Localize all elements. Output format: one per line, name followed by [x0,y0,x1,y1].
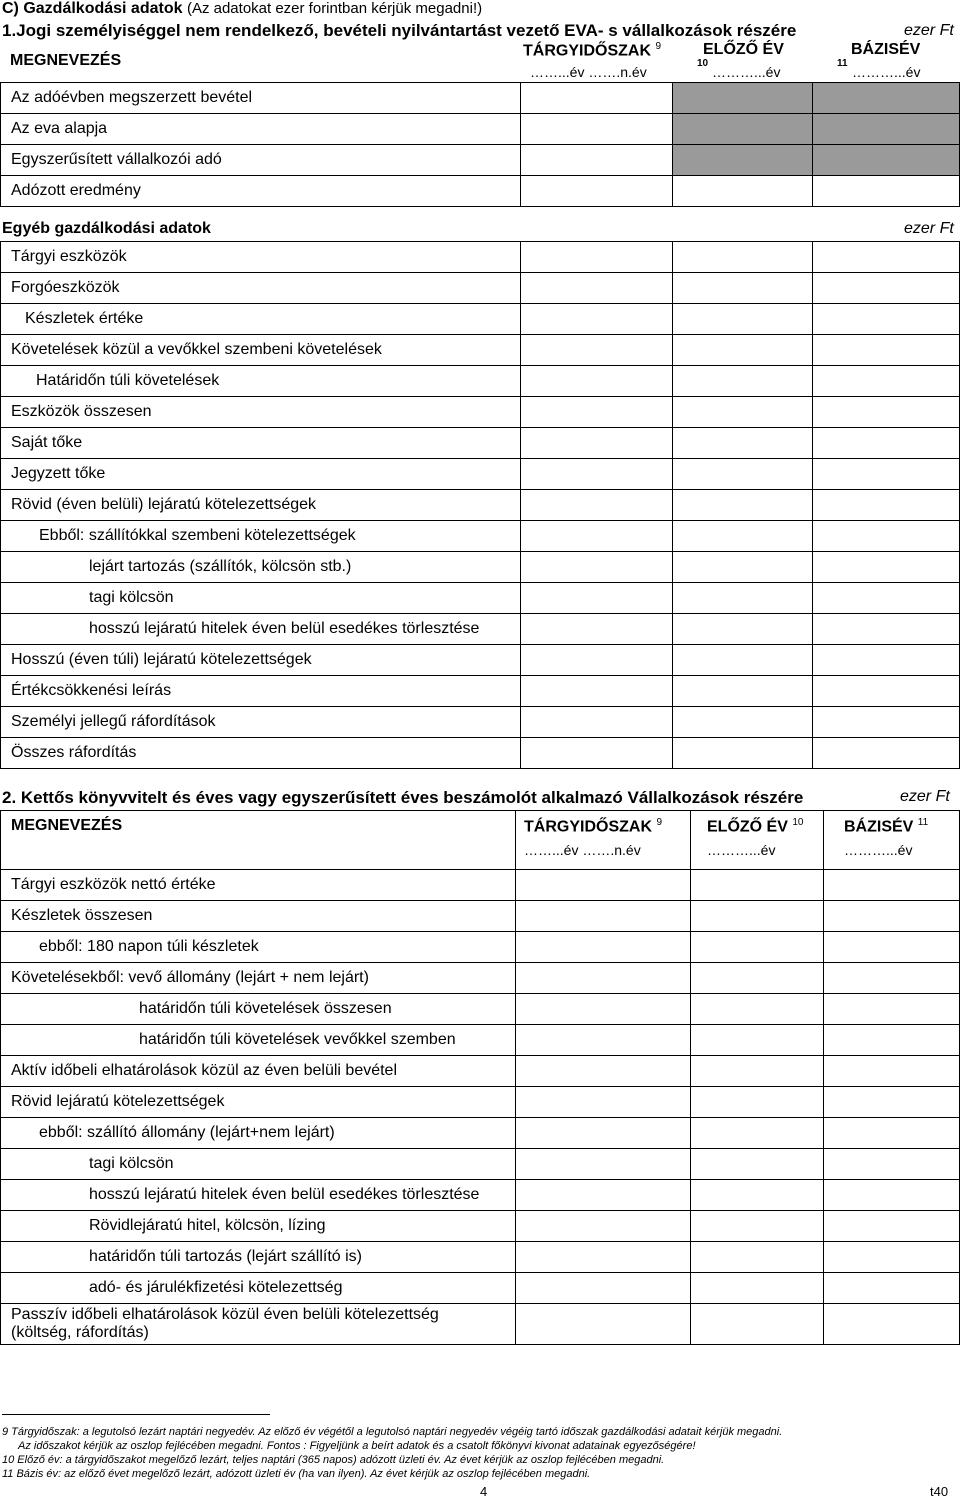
value-cell[interactable] [521,273,673,304]
row-label: Rövidlejáratú hitel, kölcsön, lízing [1,1211,516,1242]
value-cell[interactable] [813,242,960,273]
value-cell[interactable] [516,994,691,1025]
value-cell[interactable] [813,428,960,459]
value-cell[interactable] [521,552,673,583]
col-elozo-sub: ………...év [707,842,776,859]
value-cell[interactable] [516,1211,691,1242]
value-cell[interactable] [673,645,813,676]
col-elozo-title [707,817,823,836]
row-label: határidőn túli követelések összesen [1,994,516,1025]
section-title [2,0,482,18]
value-cell[interactable] [824,1304,960,1345]
value-cell[interactable] [824,1118,960,1149]
table-row [1,428,960,459]
value-cell[interactable] [516,1149,691,1180]
value-cell-targy[interactable] [521,145,673,176]
table-row [1,83,960,114]
value-cell[interactable] [673,242,813,273]
value-cell[interactable] [673,366,813,397]
value-cell-elozo [673,114,813,145]
value-cell[interactable] [516,1025,691,1056]
value-cell[interactable] [824,1025,960,1056]
table-row [1,242,960,273]
value-cell[interactable] [691,932,824,963]
row-label-line2: (költség, ráfordítás) [11,1324,149,1341]
value-cell[interactable] [824,1180,960,1211]
value-cell[interactable] [691,1211,824,1242]
table-row [1,1087,960,1118]
row-label: Ebből: szállítókkal szembeni kötelezettségek [1,521,521,552]
value-cell[interactable] [824,1087,960,1118]
value-cell[interactable] [521,614,673,645]
other-unit: ezer Ft [904,220,954,237]
table-row [1,273,960,304]
col-bazis-sub: ………...év [844,842,913,859]
section1-col-bazis: BÁZISÉV [851,41,921,58]
value-cell[interactable] [673,738,813,769]
value-cell[interactable] [673,707,813,738]
row-label: Egyszerűsített vállalkozói adó [1,145,521,176]
value-cell[interactable] [521,583,673,614]
value-cell[interactable] [691,1118,824,1149]
table-row [1,1149,960,1180]
value-cell-targy[interactable] [521,83,673,114]
col-elozo-text: ELŐZŐ ÉV [707,818,788,836]
value-cell[interactable] [673,490,813,521]
value-cell[interactable] [813,676,960,707]
section1-col-targy [523,41,661,60]
value-cell[interactable] [516,1242,691,1273]
section1-heading: 1.Jogi személyiséggel nem rendelkező, bevételi nyilvántartást vezető EVA- s vállalkozások részére [2,21,797,40]
value-cell-elozo[interactable] [673,176,813,207]
row-label: Saját tőke [1,428,521,459]
value-cell-targy[interactable] [521,176,673,207]
row-label: Adózott eredmény [1,176,521,207]
table-row [1,397,960,428]
table-row [1,114,960,145]
section2-unit: ezer Ft [900,788,950,805]
row-label: Követelések közül a vevőkkel szembeni követelések [1,335,521,366]
value-cell[interactable] [813,366,960,397]
value-cell[interactable] [824,1273,960,1304]
value-cell[interactable] [691,870,824,901]
col-targy-text: TÁRGYIDŐSZAK [524,818,652,836]
value-cell[interactable] [516,1180,691,1211]
value-cell[interactable] [813,521,960,552]
table-row [1,963,960,994]
row-label: Rövid (éven belüli) lejáratú kötelezettségek [1,490,521,521]
col-elozo-sup: 10 [792,817,804,828]
value-cell-bazis [813,114,960,145]
row-label: tagi kölcsön [1,1149,516,1180]
value-cell[interactable] [691,901,824,932]
value-cell[interactable] [673,428,813,459]
value-cell[interactable] [691,1056,824,1087]
table-row [1,932,960,963]
row-label: Követelésekből: vevő állomány (lejárt + nem lejárt) [1,963,516,994]
value-cell[interactable] [521,428,673,459]
section1-col-elozo-sup: 10 [697,58,709,69]
page-code: t40 [930,1484,949,1499]
row-label: hosszú lejáratú hitelek éven belül esedékes törlesztése [1,1180,516,1211]
col-label-header [1,811,516,870]
row-label: Aktív időbeli elhatárolások közül az éven belüli bevétel [1,1056,516,1087]
value-cell[interactable] [824,963,960,994]
section1-table [0,82,960,207]
value-cell[interactable] [813,335,960,366]
col-bazis-sup: 11 [917,817,929,828]
col-targy-text: TÁRGYIDŐSZAK [523,42,651,60]
value-cell[interactable] [516,1056,691,1087]
value-cell[interactable] [521,304,673,335]
value-cell[interactable] [813,273,960,304]
value-cell[interactable] [521,521,673,552]
value-cell[interactable] [691,1149,824,1180]
row-label-multiline [1,1304,516,1345]
value-cell[interactable] [813,490,960,521]
value-cell[interactable] [673,459,813,490]
value-cell[interactable] [521,707,673,738]
row-label: határidőn túli tartozás (lejárt szállító is) [1,1242,516,1273]
row-label: Értékcsökkenési leírás [1,676,521,707]
table-row [1,1273,960,1304]
value-cell[interactable] [521,397,673,428]
page-number: 4 [480,1484,488,1499]
title-note: (Az adatokat ezer forintban kérjük megadni!) [186,0,483,17]
table-row [1,459,960,490]
value-cell[interactable] [691,1180,824,1211]
footnote-11: 11 Bázis év: az előző évet megelőző lezárt, adózott üzleti év (ha van ilyen). Az évet kérjük az oszlop fejlécében megadni. [2,1468,591,1480]
table-row [1,676,960,707]
value-cell[interactable] [824,870,960,901]
value-cell-targy[interactable] [521,114,673,145]
value-cell[interactable] [521,335,673,366]
row-label: ebből: szállító állomány (lejárt+nem lejárt) [1,1118,516,1149]
table-row [1,1118,960,1149]
value-cell[interactable] [673,552,813,583]
row-label: Rövid lejáratú kötelezettségek [1,1087,516,1118]
value-cell-elozo [673,83,813,114]
footnote-9b: Az időszakot kérjük az oszlop fejlécében megadni. Fontos : Figyeljünk a beírt adatok és a csatolt főkönyvi kivonat adatainak egyezőségére! [18,1440,696,1452]
value-cell[interactable] [673,676,813,707]
table-row [1,176,960,207]
value-cell[interactable] [516,932,691,963]
value-cell[interactable] [691,1242,824,1273]
section1-col-elozo-sub: ………...év [712,64,781,80]
col-targy-sup: 9 [656,817,663,828]
row-label: tagi kölcsön [1,583,521,614]
other-table [0,241,960,769]
row-label: Összes ráfordítás [1,738,521,769]
value-cell[interactable] [516,1273,691,1304]
section1-col-label: MEGNEVEZÉS [10,52,122,69]
section1-col-bazis-sup: 11 [837,58,848,69]
value-cell[interactable] [691,994,824,1025]
row-label: Tárgyi eszközök [1,242,521,273]
row-label: Határidőn túli követelések [1,366,521,397]
value-cell[interactable] [691,1087,824,1118]
value-cell[interactable] [673,397,813,428]
row-label: Hosszú (éven túli) lejáratú kötelezettségek [1,645,521,676]
table-row [1,521,960,552]
table-row [1,1056,960,1087]
other-heading: Egyéb gazdálkodási adatok [2,220,211,237]
table-row [1,994,960,1025]
col-elozo-header [691,811,824,870]
value-cell[interactable] [516,1087,691,1118]
table-row [1,552,960,583]
row-label: Készletek értéke [1,304,521,335]
table-row [1,614,960,645]
row-label: Tárgyi eszközök nettó értéke [1,870,516,901]
value-cell-bazis [813,145,960,176]
row-label: adó- és járulékfizetési kötelezettség [1,1273,516,1304]
table-row [1,1242,960,1273]
table-row [1,583,960,614]
table-row [1,901,960,932]
value-cell[interactable] [673,583,813,614]
section1-col-bazis-sub: ………...év [852,64,921,80]
value-cell[interactable] [521,645,673,676]
value-cell[interactable] [824,932,960,963]
value-cell[interactable] [521,366,673,397]
row-label: Az eva alapja [1,114,521,145]
col-targy-sup: 9 [655,41,662,52]
table-row [1,738,960,769]
value-cell[interactable] [521,676,673,707]
col-targy-sub: ……...év …….n.év [524,842,641,859]
table-row [1,304,960,335]
table-row [1,335,960,366]
value-cell[interactable] [813,583,960,614]
row-label: Az adóévben megszerzett bevétel [1,83,521,114]
value-cell[interactable] [516,1118,691,1149]
footnote-9: 9 Tárgyidőszak: a legutolsó lezárt naptári negyedév. Az előző év végétől a legutolsó naptári negyedév végéig tartó időszak gazdálkodási adatait kérjük megadni. [2,1426,783,1438]
value-cell[interactable] [673,304,813,335]
table-row [1,145,960,176]
table-row [1,1025,960,1056]
col-bazis-text: BÁZISÉV [844,818,914,836]
section2-table [0,810,960,1345]
value-cell[interactable] [824,994,960,1025]
col-label-text: MEGNEVEZÉS [11,817,123,834]
value-cell[interactable] [813,397,960,428]
row-label-line1: Passzív időbeli elhatárolások közül éven belüli kötelezettség [11,1306,439,1323]
section1-unit: ezer Ft [904,22,954,39]
value-cell[interactable] [691,1273,824,1304]
col-bazis-title [844,817,959,836]
row-label: Készletek összesen [1,901,516,932]
value-cell[interactable] [516,1304,691,1345]
value-cell[interactable] [691,963,824,994]
value-cell[interactable] [521,459,673,490]
col-targy-header [516,811,691,870]
section1-col-elozo: ELŐZŐ ÉV [703,41,784,58]
value-cell[interactable] [813,552,960,583]
value-cell[interactable] [673,521,813,552]
value-cell[interactable] [673,273,813,304]
value-cell[interactable] [824,1056,960,1087]
row-label: határidőn túli követelések vevőkkel szemben [1,1025,516,1056]
value-cell[interactable] [824,1149,960,1180]
table-row [1,1180,960,1211]
value-cell[interactable] [691,1304,824,1345]
table-header-row [1,811,960,870]
value-cell[interactable] [516,901,691,932]
value-cell[interactable] [824,1211,960,1242]
section1-col-targy-sub: ……...év …….n.év [530,64,647,80]
value-cell[interactable] [824,901,960,932]
row-label: lejárt tartozás (szállítók, kölcsön stb.) [1,552,521,583]
value-cell[interactable] [521,738,673,769]
col-bazis-header [824,811,960,870]
section2-heading: 2. Kettős könyvvitelt és éves vagy egyszerűsített éves beszámolót alkalmazó Vállalkozások részére [2,788,804,807]
table-row [1,1211,960,1242]
table-row [1,870,960,901]
row-label: hosszú lejáratú hitelek éven belül esedékes törlesztése [1,614,521,645]
table-row [1,366,960,397]
value-cell[interactable] [813,459,960,490]
title-text: C) Gazdálkodási adatok [2,0,183,17]
table-row [1,645,960,676]
row-label: ebből: 180 napon túli készletek [1,932,516,963]
footnote-10: 10 Előző év: a tárgyidőszakot megelőző lezárt, teljes naptári (365 napos) adózott üzleti év. Az évet kérjük az oszlop fejlécében megadni. [2,1454,665,1466]
value-cell[interactable] [521,242,673,273]
table-row [1,707,960,738]
col-targy-title [524,817,690,836]
value-cell[interactable] [813,738,960,769]
value-cell[interactable] [673,614,813,645]
value-cell[interactable] [691,1025,824,1056]
value-cell[interactable] [516,870,691,901]
table-row [1,1304,960,1345]
value-cell[interactable] [813,614,960,645]
row-label: Eszközök összesen [1,397,521,428]
value-cell-bazis[interactable] [813,176,960,207]
table-row [1,490,960,521]
row-label: Személyi jellegű ráfordítások [1,707,521,738]
value-cell[interactable] [813,304,960,335]
row-label: Jegyzett tőke [1,459,521,490]
value-cell-bazis [813,83,960,114]
value-cell[interactable] [824,1242,960,1273]
value-cell[interactable] [521,490,673,521]
value-cell[interactable] [673,335,813,366]
row-label: Forgóeszközök [1,273,521,304]
footnote-divider [2,1414,270,1415]
value-cell[interactable] [813,707,960,738]
value-cell[interactable] [516,963,691,994]
value-cell[interactable] [813,645,960,676]
value-cell-elozo [673,145,813,176]
